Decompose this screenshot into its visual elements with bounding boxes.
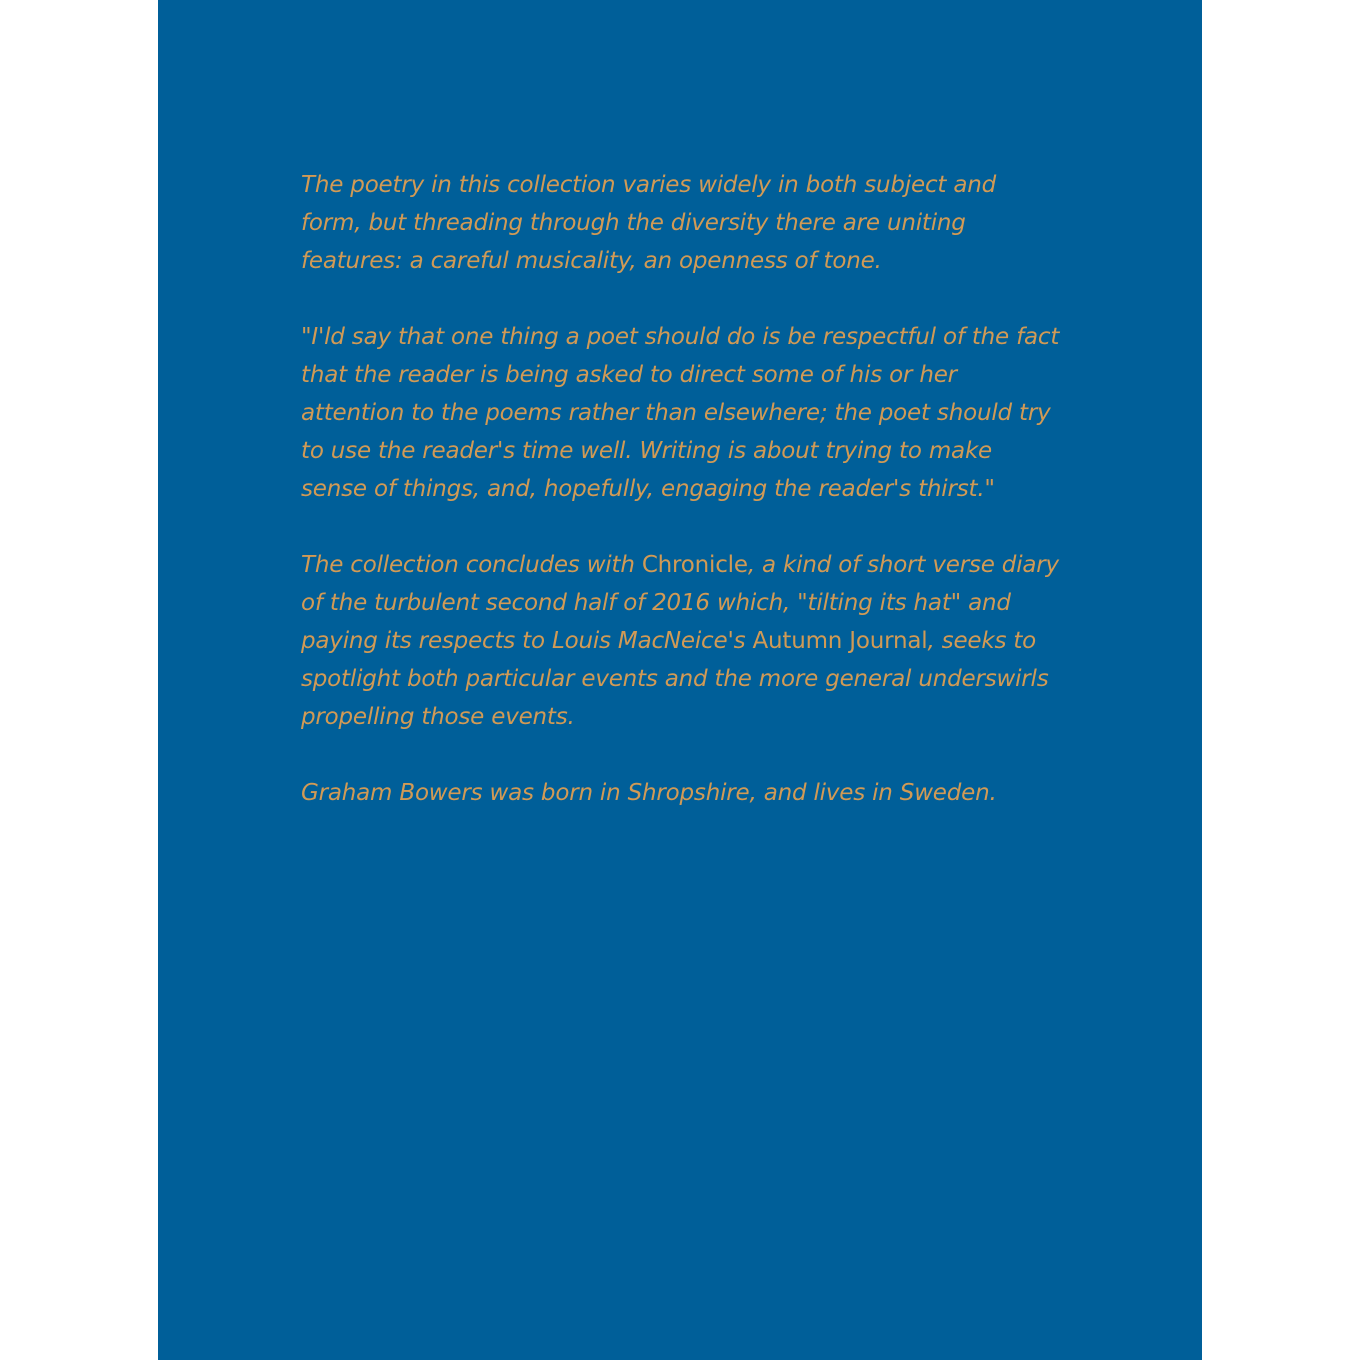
back-cover-panel — [158, 0, 1202, 1360]
chronicle-text-1: The collection concludes with — [301, 552, 642, 578]
blurb-text — [301, 166, 1061, 850]
quote-paragraph: "I'ld say that one thing a poet should do is be respectful of the fact that the reader is being asked to direct some of his or her attention to the poems rather than elsewhere; the poet should try to use the reader's time well. Writing is about trying to make sense of things, and, hopefully, engaging the reader's thirst." — [301, 324, 1060, 502]
chronicle-text-2: , a kind of short verse diary of the turbulent second half of 2016 which, "tilting its hat" and paying its respects to Louis MacNeice's — [301, 552, 1059, 654]
intro-paragraph: The poetry in this collection varies widely in both subject and form, but threading through the diversity there are uniting features: a careful musicality, an openness of tone. — [301, 172, 996, 274]
autumn-journal-title: Autumn Journal — [752, 628, 928, 654]
chronicle-text-3: , seeks to spotlight both particular events and the more general underswirls propelling those events. — [301, 628, 1049, 730]
chronicle-paragraph — [301, 546, 1061, 736]
chronicle-title: Chronicle — [641, 552, 748, 578]
author-bio: Graham Bowers was born in Shropshire, and lives in Sweden. — [301, 780, 997, 806]
